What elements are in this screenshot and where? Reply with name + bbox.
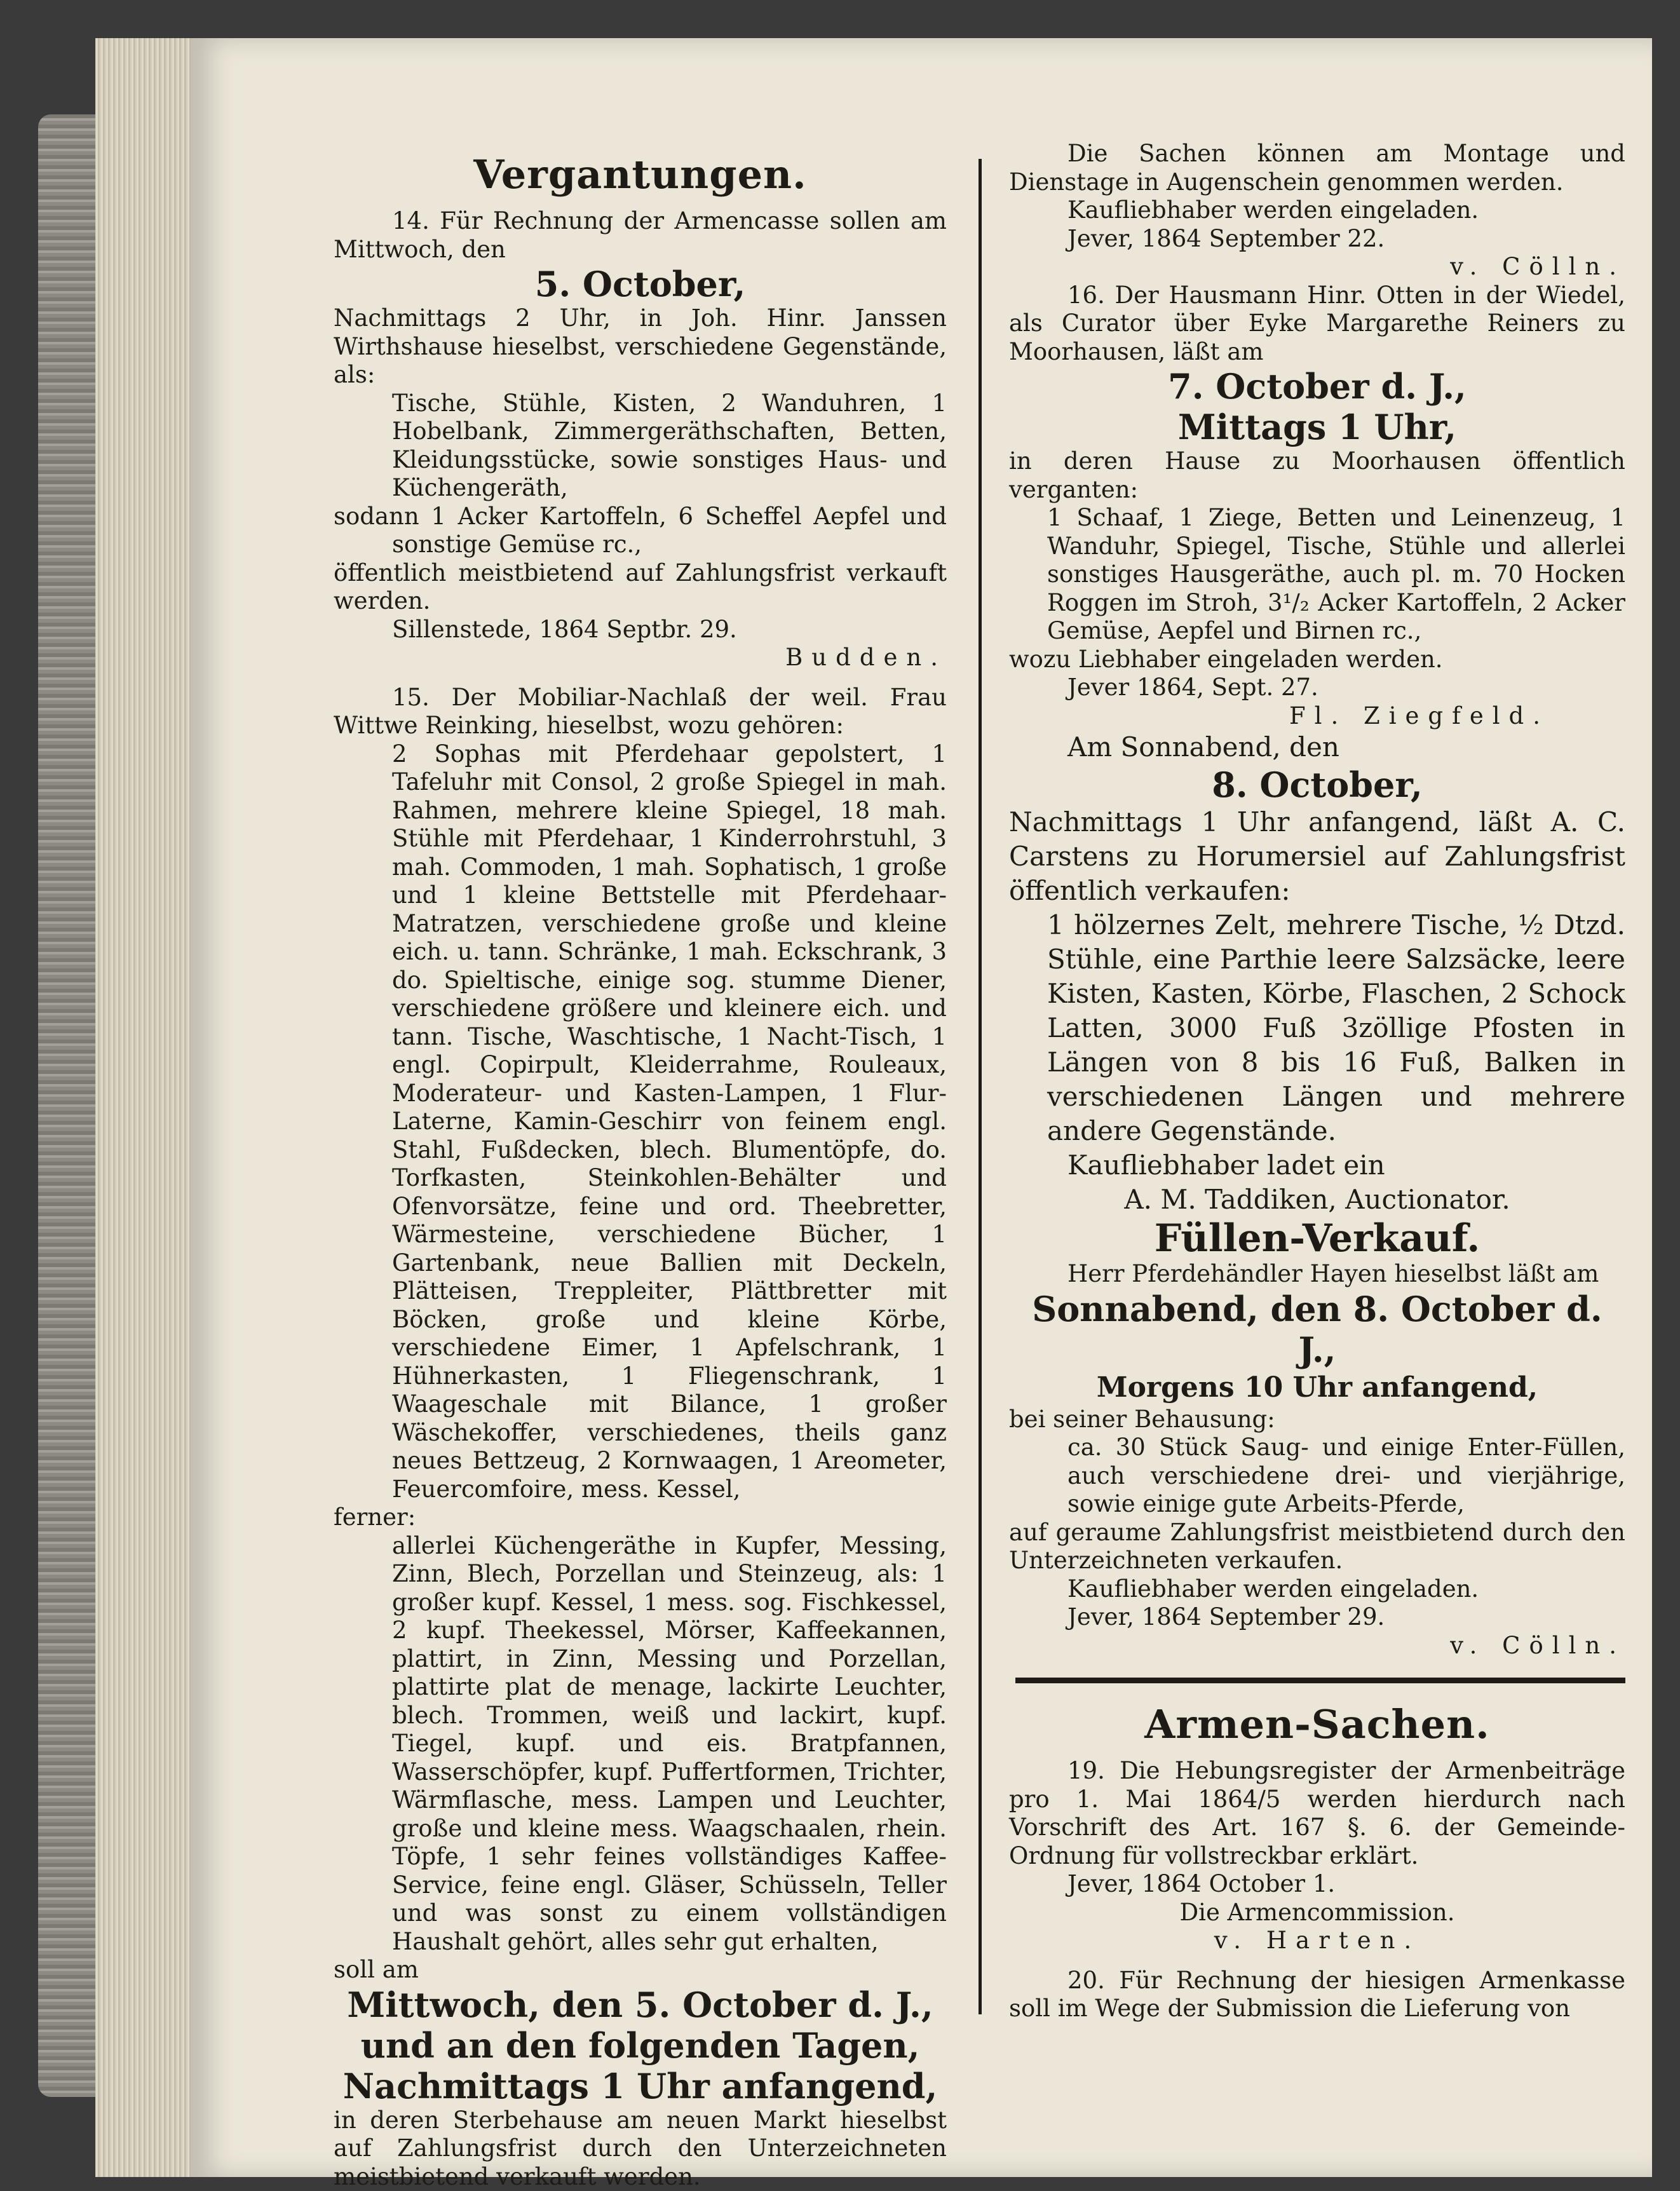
notice-b-signature: A. M. Taddiken, Auctionator. xyxy=(1009,1183,1625,1217)
notice-15-items: 2 Sophas mit Pferdehaar gepolstert, 1 Tafeluhr mit Consol, 2 große Spiegel in mah. Rahmen, mehrere kleine Spiegel, 18 mah. Stühle mit Pferdehaar, 1 Kinderrohrstuhl, 3 mah. Commoden, 1 mah. Sophatisch, 1 große und 1 kleine Bettstelle mit Pferdehaar-Matratzen, verschiedene große und kleine eich. u. tann. Schränke, 1 mah. Eckschrank, 3 do. Spieltische, einige sog. stumme Diener, verschiedene größere und kleinere eich. und tann. Tische, Waschtische, 1 Nacht-Tisch, 1 engl. Copirpult, Kleiderrahme, Rouleaux, Moderateur- und Kasten-Lampen, 1 Flur-Laterne, Kamin-Geschirr von feinem engl. Stahl, Fußdecken, blech. Blumentöpfe, do. Torfkasten, Steinkohlen-Behälter und Ofenvorsätze, feine und ord. Theebretter, Wärmesteine, verschiedene Bücher, 1 Gartenbank, neue Ballien mit Deckeln, Plätteisen, Treppleiter, Plättbretter mit Böcken, große und kleine Körbe, verschiedene Eimer, 1 Apfelschrank, 1 Hühnerkasten, 1 Fliegenschrank, 1 Waageschale mit Bilance, 1 großer Wäschekoffer, verschiedenes, theils ganz neues Bettzeug, 2 Kornwaagen, 1 Areometer, Feuercomfoire, mess. Kessel, xyxy=(334,740,947,1504)
notice-14-items-2: sodann 1 Acker Kartoffeln, 6 Scheffel Aepfel und sonstige Gemüse rc., xyxy=(334,503,947,559)
notice-b-intro: Am Sonnabend, den xyxy=(1009,730,1625,764)
notice-16-place-date: Jever 1864, Sept. 27. xyxy=(1009,674,1625,702)
notice-15-intro: 15. Der Mobiliar-Nachlaß der weil. Frau Wittwe Reinking, hieselbst, wozu gehören: xyxy=(334,684,947,740)
section-heading-vergantungen: Vergantungen. xyxy=(334,146,947,203)
notice-20-text: 20. Für Rechnung der hiesigen Armenkasse soll im Wege der Submission die Lieferung von xyxy=(1009,1967,1625,2023)
notice-b-items: 1 hölzernes Zelt, mehrere Tische, ½ Dtzd. Stühle, eine Parthie leere Salzsäcke, leere Kisten, Kasten, Körbe, Flaschen, 2 Schock Latten, 3000 Fuß 3zöllige Pfosten in Längen von 8 bis 16 Fuß, Balken in verschiedenen Längen und mehrere andere Gegenstände. xyxy=(1009,908,1625,1148)
notice-14-intro: 14. Für Rechnung der Armencasse sollen am Mittwoch, den xyxy=(334,207,947,264)
section-rule xyxy=(1015,1678,1625,1683)
section-heading-armen-sachen: Armen-Sachen. xyxy=(1009,1696,1625,1753)
notice-15-soll-am: soll am xyxy=(334,1956,947,1984)
notice-c-invite: Kaufliebhaber werden eingeladen. xyxy=(1009,1575,1625,1604)
section-heading-fuellen-verkauf: Füllen-Verkauf. xyxy=(1009,1217,1625,1260)
notice-b-date: 8. October, xyxy=(1009,764,1625,805)
notice-16-body: in deren Hause zu Moorhausen öffentlich verganten: xyxy=(1009,447,1625,504)
notice-c-signature: v. Cölln. xyxy=(1009,1632,1625,1660)
notice-b-body: Nachmittags 1 Uhr anfangend, läßt A. C. Carstens zu Horumersiel auf Zahlungsfrist öffentlich verkaufen: xyxy=(1009,805,1625,908)
notice-c-close: auf geraume Zahlungsfrist meistbietend durch den Unterzeichneten verkaufen. xyxy=(1009,1519,1625,1575)
book-spine xyxy=(38,114,102,2097)
notice-c-date-2: Morgens 10 Uhr anfangend, xyxy=(1009,1370,1625,1406)
continued-signature: v. Cölln. xyxy=(1009,253,1625,282)
notice-19-organisation: Die Armencommission. xyxy=(1009,1899,1625,1927)
notice-19-signature: v. Harten. xyxy=(1009,1927,1625,1955)
notice-14-date: 5. October, xyxy=(334,264,947,304)
notice-16-signature: Fl. Ziegfeld. xyxy=(1009,702,1625,731)
notice-16-items: 1 Schaaf, 1 Ziege, Betten und Leinenzeug, 1 Wanduhr, Spiegel, Tische, Stühle und allerlei sonstiges Hausgeräthe, auch pl. m. 70 Hocken Roggen im Stroh, 3¹/₂ Acker Kartoffeln, 2 Acker Gemüse, Aepfel und Birnen rc., xyxy=(1009,504,1625,646)
notice-c-items: ca. 30 Stück Saug- und einige Enter-Füllen, auch verschiedene drei- und vierjährige, sowie einige gute Arbeits-Pferde, xyxy=(1009,1434,1625,1519)
continued-invite: Kaufliebhaber werden eingeladen. xyxy=(1009,196,1625,225)
notice-b-invite: Kaufliebhaber ladet ein xyxy=(1009,1148,1625,1183)
notice-16-date-1: 7. October d. J., xyxy=(1009,366,1625,407)
notice-14-place-date: Sillenstede, 1864 Septbr. 29. xyxy=(334,616,947,644)
notice-16-close: wozu Liebhaber eingeladen werden. xyxy=(1009,646,1625,674)
notice-c-place-date: Jever, 1864 September 29. xyxy=(1009,1603,1625,1632)
notice-15-ferner: ferner: xyxy=(334,1503,947,1532)
notice-14-body: Nachmittags 2 Uhr, in Joh. Hinr. Janssen Wirthshause hieselbst, verschiedene Gegenstände, als: xyxy=(334,304,947,390)
notice-c-body: bei seiner Behausung: xyxy=(1009,1406,1625,1434)
notice-16-date-2: Mittags 1 Uhr, xyxy=(1009,407,1625,447)
notice-19-text: 19. Die Hebungsregister der Armenbeiträge pro 1. Mai 1864/5 werden hierdurch nach Vorschrift des Art. 167 §. 6. der Gemeinde-Ordnung für vollstreckbar erklärt. xyxy=(1009,1757,1625,1870)
notice-15-items-2: allerlei Küchengeräthe in Kupfer, Messing, Zinn, Blech, Porzellan und Steinzeug, als: 1 großer kupf. Kessel, 1 mess. sog. Fischkessel, 2 kupf. Theekessel, Mörser, Kaffeekannen, plattirt, in Zinn, Messing und Porzellan, plattirte plat de menage, lackirte Leuchter, blech. Trommen, weiß und lackirt, kupf. Tiegel, kupf. und eis. Bratpfannen, Wasserschöpfer, kupf. Puffertformen, Trichter, Wärmflasche, mess. Lampen und Leuchter, große und kleine mess. Waagschaalen, rhein. Töpfe, 1 sehr feines vollständiges Kaffee-Service, feine engl. Gläser, Schüsseln, Teller und was sonst zu einem vollständigen Haushalt gehört, alles sehr gut erhalten, xyxy=(334,1532,947,1957)
notice-c-intro: Herr Pferdehändler Hayen hieselbst läßt am xyxy=(1009,1260,1625,1289)
notice-14-signature: Budden. xyxy=(334,644,947,672)
continued-place-date: Jever, 1864 September 22. xyxy=(1009,225,1625,254)
column-divider xyxy=(979,159,982,2014)
notice-15-close: in deren Sterbehause am neuen Markt hieselbst auf Zahlungsfrist durch den Unterzeichneten meistbietend verkauft werden. xyxy=(334,2106,947,2191)
notice-14-items: Tische, Stühle, Kisten, 2 Wanduhren, 1 Hobelbank, Zimmergeräthschaften, Betten, Kleidungsstücke, sowie sonstiges Haus- und Küchengeräth, xyxy=(334,390,947,503)
scan-border xyxy=(1652,38,1680,2177)
notice-c-date-1: Sonnabend, den 8. October d. J., xyxy=(1009,1289,1625,1370)
page-edges xyxy=(95,38,197,2177)
right-column xyxy=(1009,140,1625,2023)
notice-16-intro: 16. Der Hausmann Hinr. Otten in der Wiedel, als Curator über Eyke Margarethe Reiners zu Moorhausen, läßt am xyxy=(1009,282,1625,367)
left-column xyxy=(334,140,947,2191)
notice-15-date-line-3: Nachmittags 1 Uhr anfangend, xyxy=(334,2066,947,2106)
notice-15-date-line-1: Mittwoch, den 5. October d. J., xyxy=(334,1984,947,2025)
notice-14-close: öffentlich meistbietend auf Zahlungsfrist verkauft werden. xyxy=(334,559,947,616)
notice-19-place-date: Jever, 1864 October 1. xyxy=(1009,1870,1625,1899)
continued-text: Die Sachen können am Montage und Dienstage in Augenschein genommen werden. xyxy=(1009,140,1625,196)
notice-15-date-line-2: und an den folgenden Tagen, xyxy=(334,2025,947,2066)
